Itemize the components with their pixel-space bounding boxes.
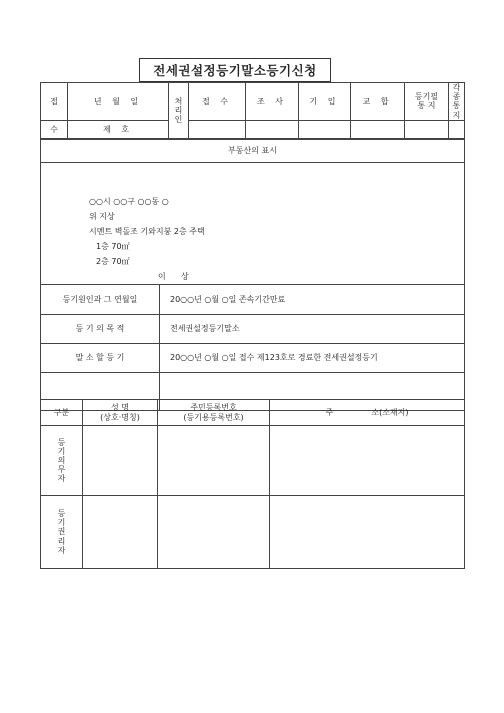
id-number-header: 주민등록번호 (등기용등록번호) <box>158 400 270 426</box>
obligee-name-cell[interactable] <box>83 496 158 569</box>
document-title: 전세권설정등기말소등기신청 <box>139 58 331 82</box>
cancel-registration-label: 말 소 할 등 기 <box>41 344 160 373</box>
jeobsu-cell[interactable] <box>189 120 246 138</box>
notice-label: 등기필 통 지 <box>405 83 449 121</box>
obligee-id-cell[interactable] <box>158 496 270 569</box>
col-gyohap-label: 교 합 <box>351 83 405 121</box>
receipt-number-label: 제 호 <box>68 120 169 138</box>
obligee-address-cell[interactable] <box>270 496 465 569</box>
receipt-date-label: 년 월 일 <box>68 83 169 121</box>
cancel-registration-value[interactable]: 20○○년 ○월 ○일 접수 제123호로 경료한 전세권설정등기 <box>160 344 465 373</box>
receipt-table <box>40 82 465 139</box>
each-kind-notice-label: 각 종 통 지 <box>449 83 465 121</box>
giip-cell[interactable] <box>299 120 351 138</box>
property-line: 1층 70㎡ <box>96 242 130 251</box>
col-josa-label: 조 사 <box>246 83 299 121</box>
property-description[interactable] <box>41 163 465 285</box>
application-table <box>40 139 465 411</box>
obligor-name-cell[interactable] <box>83 426 158 496</box>
obligor-label: 등 기 의 무 자 <box>41 426 83 496</box>
kind-header: 구분 <box>41 400 83 426</box>
notice-cell[interactable] <box>405 120 449 138</box>
property-line: ○○시 ○○구 ○○동 ○ <box>89 197 169 206</box>
obligor-id-cell[interactable] <box>158 426 270 496</box>
name-header: 성 명 (상호·명칭) <box>83 400 158 426</box>
property-header: 부동산의 표시 <box>41 140 465 163</box>
processor-label: 처 리 인 <box>169 83 189 139</box>
gyohap-cell[interactable] <box>351 120 405 138</box>
receipt-su-label: 수 <box>41 120 68 138</box>
receipt-jeob-label: 접 <box>41 83 68 121</box>
purpose-value[interactable]: 전세권설정등기말소 <box>160 315 465 344</box>
property-line: 2층 70㎡ <box>96 257 130 266</box>
address-header: 주 소(소재지) <box>270 400 465 426</box>
cause-date-value[interactable]: 20○○년 ○월 ○일 존속기간만료 <box>160 285 465 315</box>
each-kind-notice-cell[interactable] <box>449 120 465 138</box>
col-jeobsu-label: 접 수 <box>189 83 246 121</box>
parties-table <box>40 399 465 569</box>
property-line: 시멘트 벽돌조 기와지붕 2층 주택 <box>89 227 205 236</box>
purpose-label: 등 기 의 목 적 <box>41 315 160 344</box>
obligor-address-cell[interactable] <box>270 426 465 496</box>
property-line: 위 지상 <box>89 212 115 221</box>
col-giip-label: 기 입 <box>299 83 351 121</box>
josa-cell[interactable] <box>246 120 299 138</box>
cause-date-label: 등기원인과 그 연월일 <box>41 285 160 315</box>
property-line: 이 상 <box>158 272 189 281</box>
obligee-label: 등 기 권 리 자 <box>41 496 83 569</box>
